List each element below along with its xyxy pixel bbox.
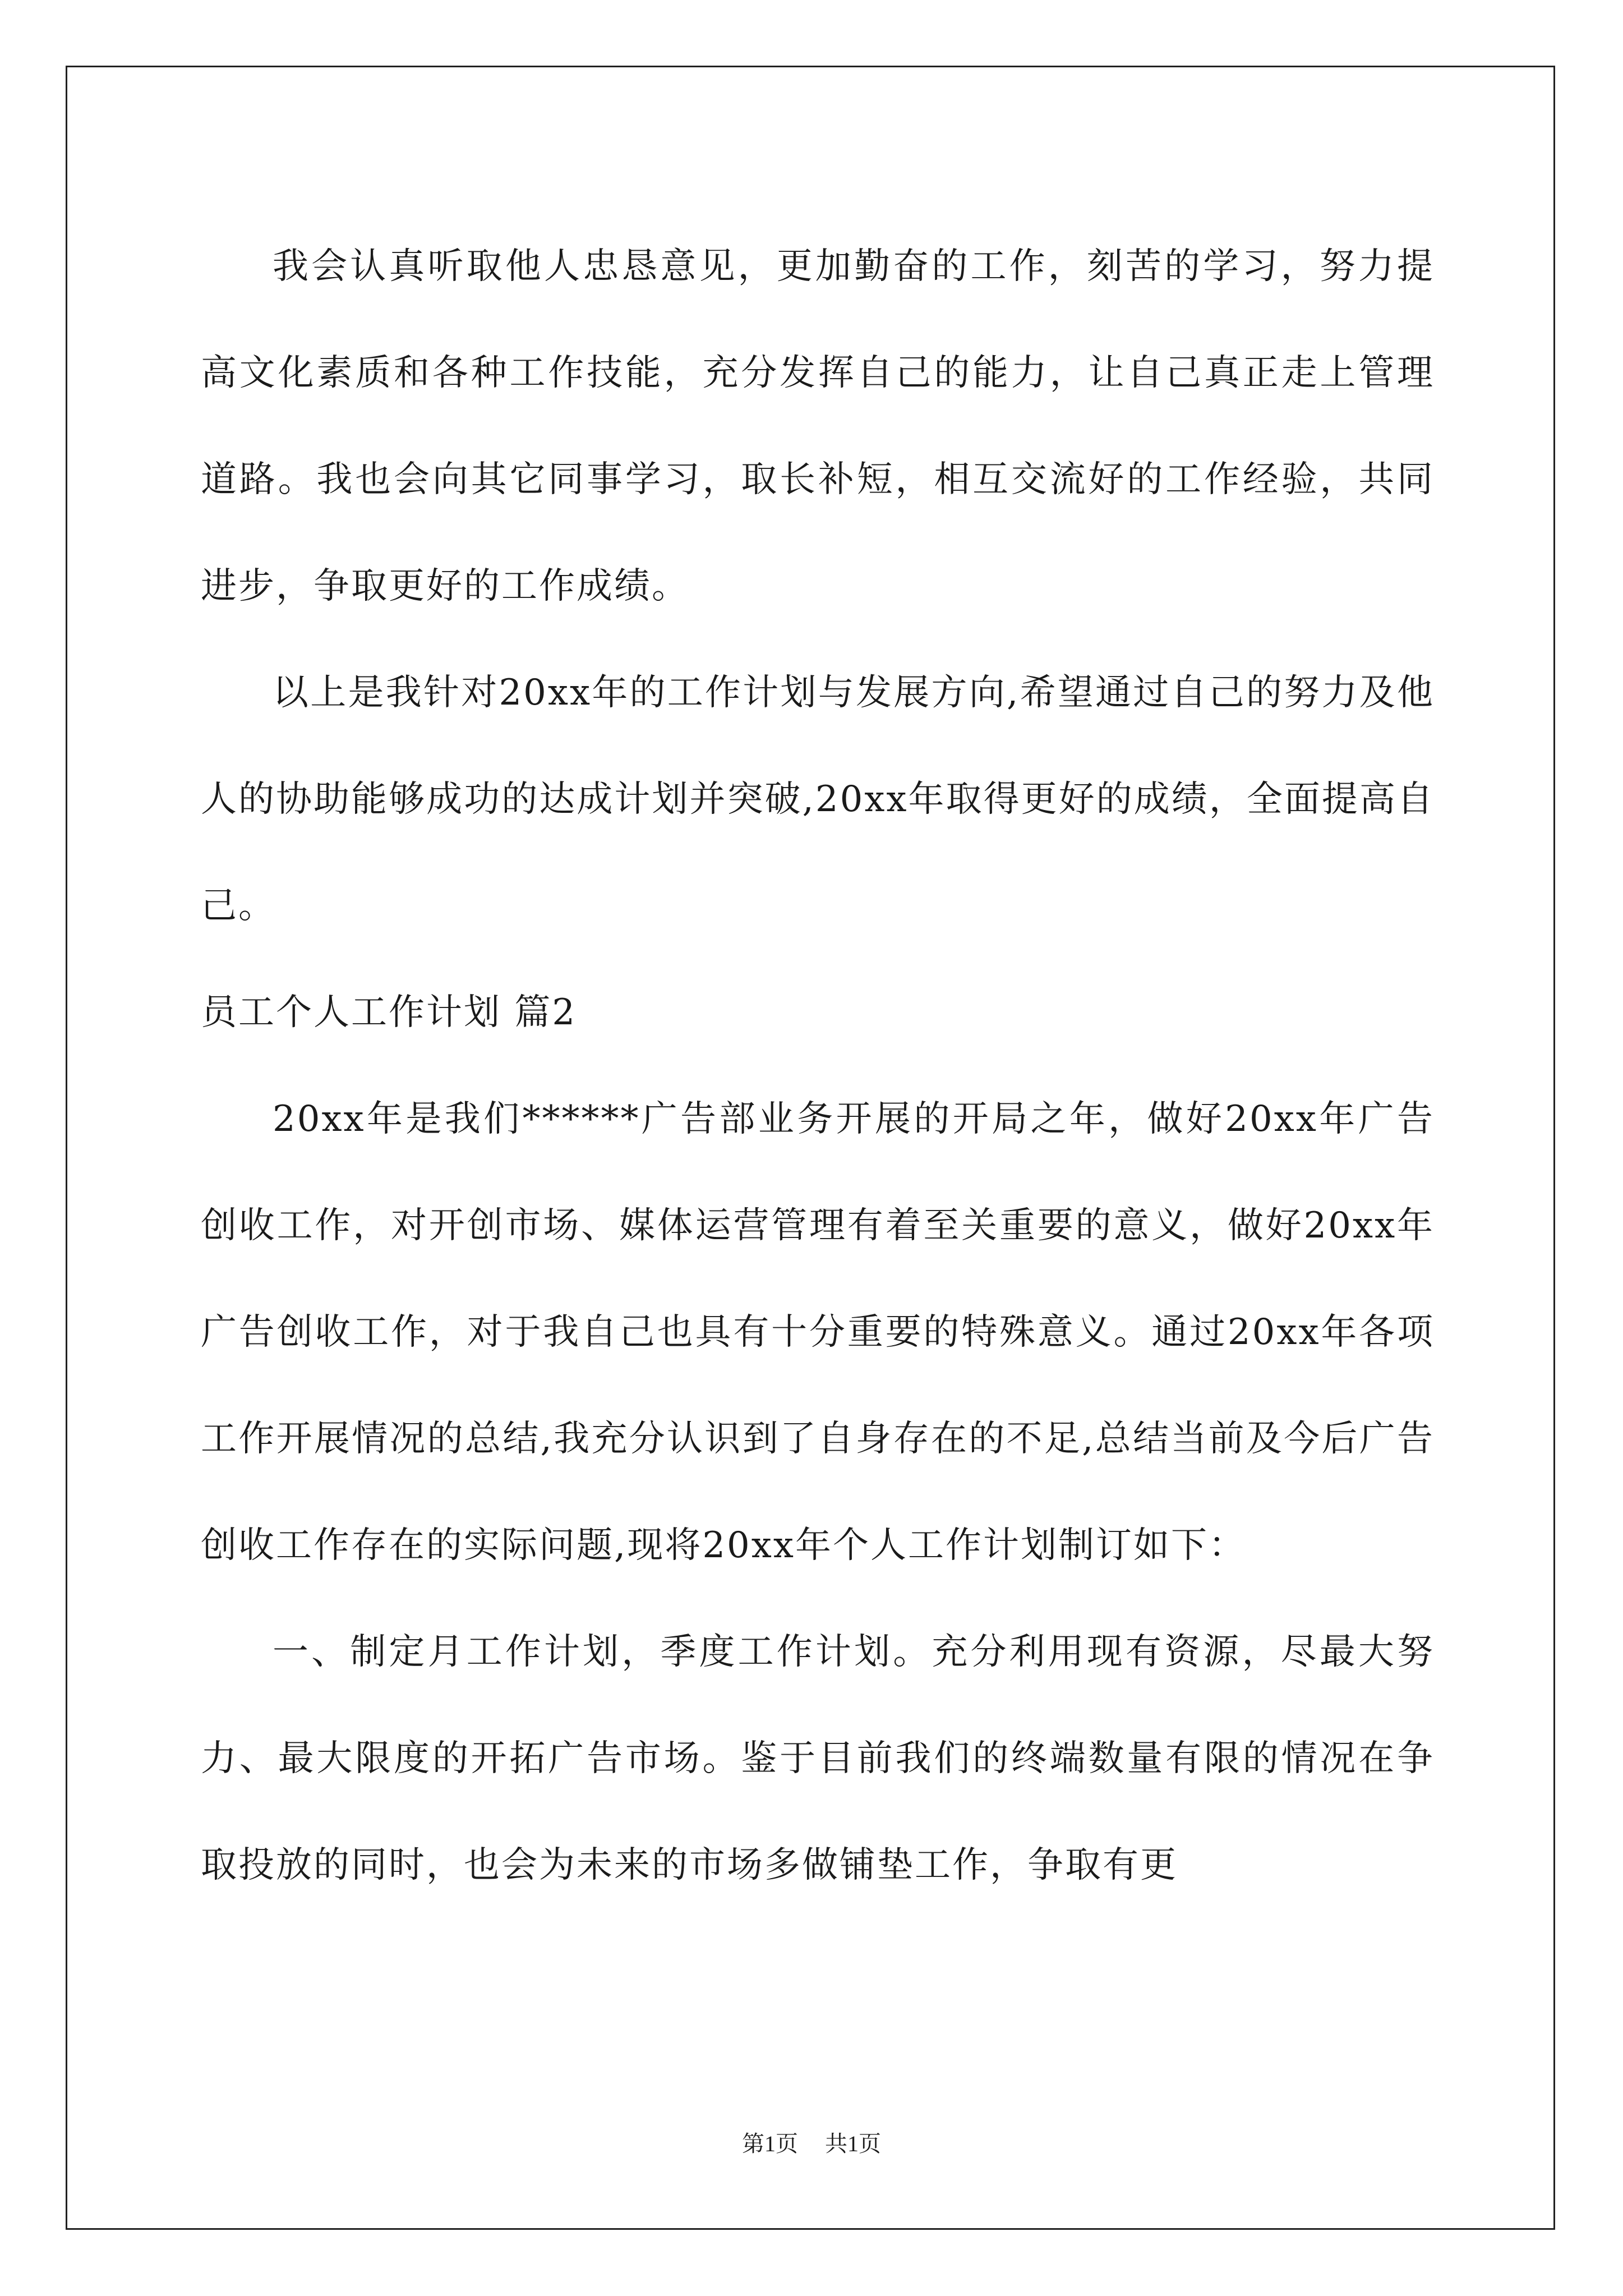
paragraph: 以上是我针对20xx年的工作计划与发展方向,希望通过自己的努力及他人的协助能够成功的达成计划并突破,20xx年取得更好的成绩，全面提高自己。 [201, 672, 1435, 927]
section-heading: 员工个人工作计划 篇2 [201, 992, 577, 1033]
page-footer [0, 2126, 1623, 2158]
page-total-label: 共1页 [825, 2131, 881, 2156]
page-number-label: 第1页 [742, 2131, 798, 2156]
paragraph: 一、制定月工作计划，季度工作计划。充分利用现有资源，尽最大努力、最大限度的开拓广告市场。鉴于目前我们的终端数量有限的情况在争取投放的同时，也会为未来的市场多做铺垫工作，争取有更 [201, 1631, 1435, 1886]
document-body [201, 213, 1435, 1918]
paragraph: 我会认真听取他人忠恳意见，更加勤奋的工作，刻苦的学习，努力提高文化素质和各种工作技能，充分发挥自己的能力，让自己真正走上管理道路。我也会向其它同事学习，取长补短，相互交流好的工作经验，共同进步，争取更好的工作成绩。 [201, 246, 1435, 607]
paragraph: 20xx年是我们******广告部业务开展的开局之年，做好20xx年广告创收工作，对开创市场、媒体运营管理有着至关重要的意义，做好20xx年广告创收工作，对于我自己也具有十分重要的特殊意义。通过20xx年各项工作开展情况的总结,我充分认识到了自身存在的不足,总结当前及今后广告创收工作存在的实际问题,现将20xx年个人工作计划制订如下： [201, 1098, 1435, 1566]
